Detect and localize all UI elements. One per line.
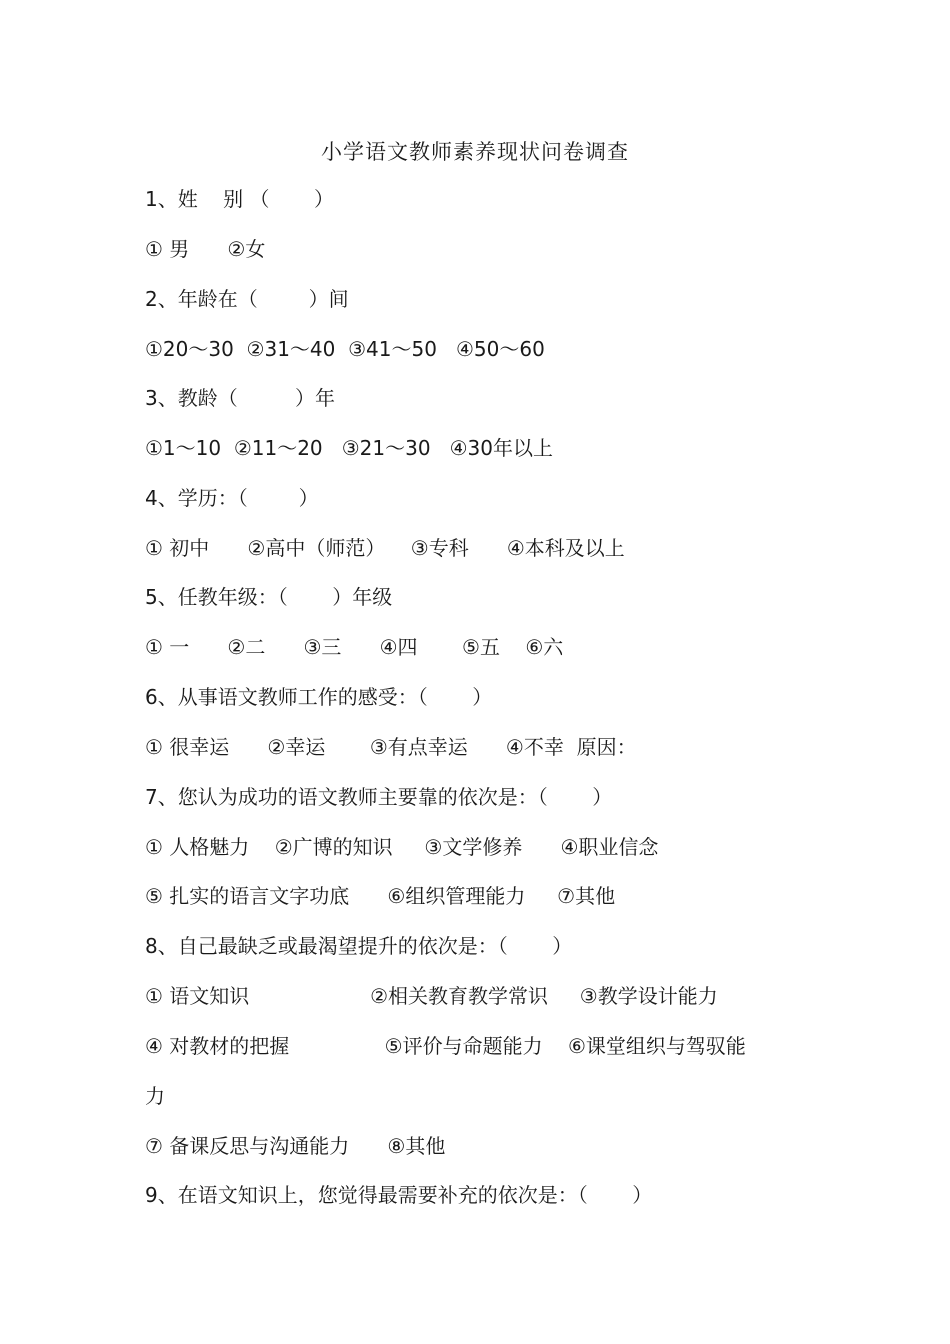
options-1: ① 男 ②女 [145,237,266,261]
options-8c: ⑦ 备课反思与沟通能力 ⑧其他 [145,1134,446,1158]
question-7: 7、您认为成功的语文教师主要靠的依次是：（ ） [145,785,613,809]
options-7b: ⑤ 扎实的语言文字功底 ⑥组织管理能力 ⑦其他 [145,884,616,908]
options-5: ① 一 ②二 ③三 ④四 ⑤五 ⑥六 [145,635,564,659]
question-1: 1、姓 别 （ ） [145,187,335,211]
question-2: 2、年龄在（ ）间 [145,287,349,311]
options-3: ①1～10 ②11～20 ③21～30 ④30年以上 [145,436,553,460]
document-title: 小学语文教师素养现状问卷调查 [321,140,629,164]
options-6: ① 很幸运 ②幸运 ③有点幸运 ④不幸 原因： [145,735,637,759]
options-4: ① 初中 ②高中（师范） ③专科 ④本科及以上 [145,536,625,560]
question-6: 6、从事语文教师工作的感受：（ ） [145,685,493,709]
question-9: 9、在语文知识上，您觉得最需要补充的依次是：（ ） [145,1183,653,1207]
options-2: ①20～30 ②31～40 ③41～50 ④50～60 [145,337,545,361]
question-3: 3、教龄（ ）年 [145,386,335,410]
options-8a: ① 语文知识 ②相关教育教学常识 ③教学设计能力 [145,984,718,1008]
question-8: 8、自己最缺乏或最渴望提升的依次是：（ ） [145,934,573,958]
options-7a: ① 人格魅力 ②广博的知识 ③文学修养 ④职业信念 [145,835,659,859]
question-5: 5、任教年级：（ ）年级 [145,585,393,609]
options-8b: ④ 对教材的把握 ⑤评价与命题能力 ⑥课堂组织与驾驭能 [145,1034,746,1058]
question-4: 4、学历：（ ） [145,486,319,510]
options-8b-cont: 力 [145,1084,165,1108]
